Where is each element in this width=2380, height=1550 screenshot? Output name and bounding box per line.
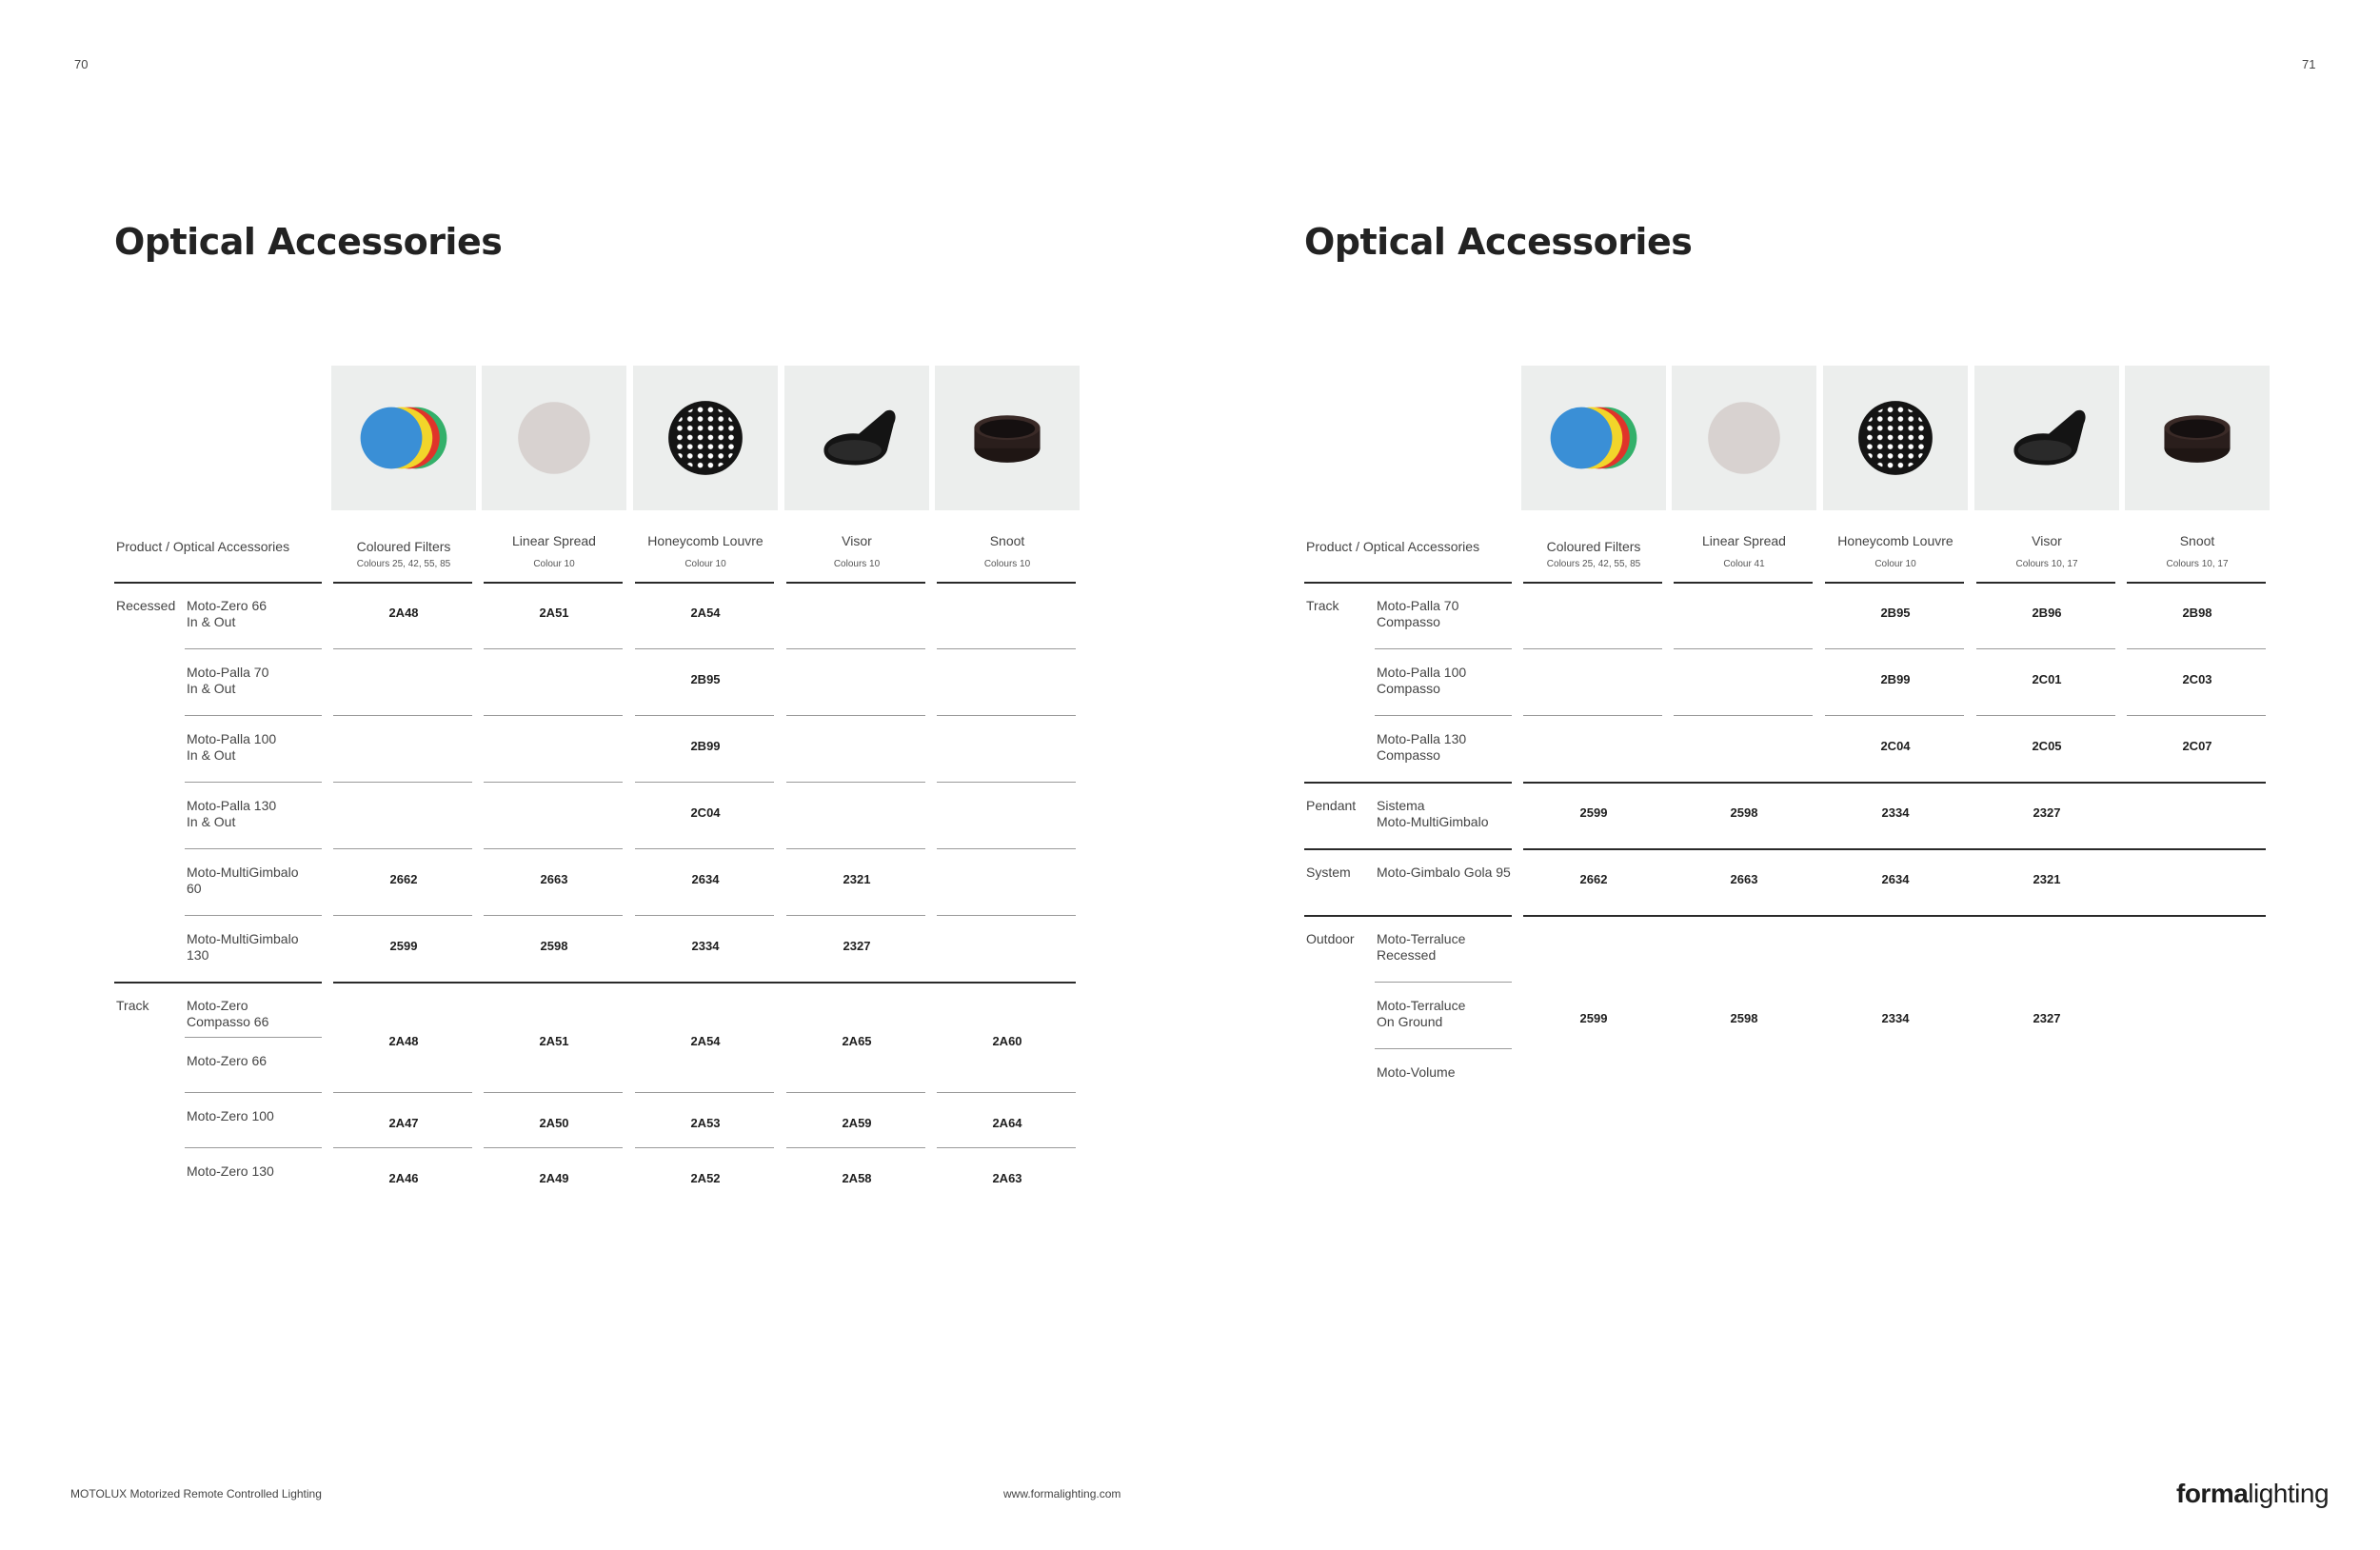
snoot-image (935, 366, 1080, 510)
coloured-filters-image (1521, 366, 1666, 510)
table-cell: 2A52 (690, 1171, 721, 1185)
table-cell: 2599 (389, 939, 418, 953)
table-cell: 2C07 (2182, 739, 2212, 753)
col-header-honeycomb-louvre: Honeycomb Louvre Colour 10 (1837, 533, 1954, 569)
page-number-right: 71 (2302, 57, 2316, 71)
table-cell: 2662 (389, 872, 418, 886)
product-moto-palla-70-compasso: Moto-Palla 70 Compasso (1377, 598, 1459, 629)
product-moto-gimbalo-gola-95: Moto-Gimbalo Gola 95 (1377, 864, 1511, 880)
product-moto-volume: Moto-Volume (1377, 1064, 1456, 1080)
coloured-filters-image (331, 366, 476, 510)
table-cell: 2A48 (388, 606, 419, 620)
table-cell: 2327 (2033, 805, 2061, 820)
col-header-snoot: Snoot Colours 10, 17 (2166, 533, 2229, 569)
table-cell: 2A51 (539, 1034, 569, 1048)
table-cell: 2598 (1730, 1011, 1758, 1025)
table-cell: 2C03 (2182, 672, 2212, 686)
group-label-recessed: Recessed (116, 598, 176, 613)
table-cell: 2B95 (690, 672, 721, 686)
group-label-track: Track (1306, 598, 1339, 613)
table-cell: 2C05 (2032, 739, 2062, 753)
col-header-coloured-filters: Coloured Filters Colours 25, 42, 55, 85 (1546, 539, 1641, 569)
table-cell: 2334 (1881, 805, 1910, 820)
table-cell: 2A63 (992, 1171, 1022, 1185)
footer-publication: MOTOLUX Motorized Remote Controlled Lighting (70, 1487, 322, 1500)
product-header-right: Product / Optical Accessories (1306, 539, 1480, 554)
col-header-linear-spread: Linear Spread Colour 41 (1702, 533, 1786, 569)
product-moto-terraluce-recessed: Moto-Terraluce Recessed (1377, 931, 1466, 963)
col-header-coloured-filters: Coloured Filters Colours 25, 42, 55, 85 (356, 539, 451, 569)
table-cell: 2A59 (842, 1116, 872, 1130)
product-moto-zero-66: Moto-Zero 66 (187, 1053, 268, 1068)
group-label-outdoor: Outdoor (1306, 931, 1355, 946)
group-label-pendant: Pendant (1306, 798, 1357, 813)
table-cell: 2B99 (690, 739, 721, 753)
group-label-system: System (1306, 864, 1351, 880)
table-cell: 2A54 (690, 606, 721, 620)
table-cell: 2A47 (388, 1116, 419, 1130)
product-moto-zero-100: Moto-Zero 100 (187, 1108, 274, 1123)
table-cell: 2B96 (2032, 606, 2062, 620)
table-cell: 2662 (1579, 872, 1608, 886)
table-cell: 2634 (1881, 872, 1910, 886)
table-cell: 2A58 (842, 1171, 872, 1185)
page-number-left: 70 (74, 57, 89, 71)
table-cell: 2B99 (1880, 672, 1911, 686)
product-moto-multigimbalo-60: Moto-MultiGimbalo 60 (187, 864, 299, 896)
product-moto-palla-100-in-out: Moto-Palla 100 In & Out (187, 731, 277, 763)
page-title-left: Optical Accessories (114, 221, 503, 263)
table-cell: 2A53 (690, 1116, 721, 1130)
table-cell: 2A65 (842, 1034, 872, 1048)
table-cell: 2A46 (388, 1171, 419, 1185)
table-cell: 2A54 (690, 1034, 721, 1048)
table-cell: 2599 (1579, 1011, 1608, 1025)
table-cell: 2334 (1881, 1011, 1910, 1025)
visor-image (784, 366, 929, 510)
table-cell: 2B98 (2182, 606, 2212, 620)
product-moto-zero-66-in-out: Moto-Zero 66 In & Out (187, 598, 268, 629)
product-moto-palla-130-in-out: Moto-Palla 130 In & Out (187, 798, 277, 829)
table-cell: 2C04 (690, 805, 721, 820)
table-cell: 2321 (843, 872, 871, 886)
table-cell: 2B95 (1880, 606, 1911, 620)
footer-website-link[interactable]: www.formalighting.com (1003, 1487, 1121, 1500)
table-cell: 2598 (540, 939, 568, 953)
col-header-visor: Visor Colours 10, 17 (2015, 533, 2078, 569)
product-moto-palla-130-compasso: Moto-Palla 130 Compasso (1377, 731, 1467, 763)
product-moto-palla-100-compasso: Moto-Palla 100 Compasso (1377, 665, 1467, 696)
page-title-right: Optical Accessories (1304, 221, 1693, 263)
col-header-visor: Visor Colours 10 (833, 533, 881, 569)
table-cell: 2327 (843, 939, 871, 953)
table-cell: 2663 (1730, 872, 1758, 886)
table-cell: 2A60 (992, 1034, 1022, 1048)
product-header-left: Product / Optical Accessories (116, 539, 290, 554)
table-cell: 2A48 (388, 1034, 419, 1048)
table-cell: 2C04 (1880, 739, 1911, 753)
group-label-track: Track (116, 998, 149, 1013)
table-cell: 2599 (1579, 805, 1608, 820)
table-cell: 2321 (2033, 872, 2061, 886)
table-cell: 2327 (2033, 1011, 2061, 1025)
product-moto-multigimbalo-130: Moto-MultiGimbalo 130 (187, 931, 299, 963)
honeycomb-louvre-image (633, 366, 778, 510)
product-sistema-moto-multigimbalo: Sistema Moto-MultiGimbalo (1377, 798, 1489, 829)
linear-spread-image (1672, 366, 1816, 510)
table-cell: 2598 (1730, 805, 1758, 820)
table-cell: 2A49 (539, 1171, 569, 1185)
col-header-linear-spread: Linear Spread Colour 10 (512, 533, 596, 569)
product-moto-zero-compasso-66: Moto-Zero Compasso 66 (187, 998, 269, 1029)
honeycomb-louvre-image (1823, 366, 1968, 510)
table-cell: 2C01 (2032, 672, 2062, 686)
linear-spread-image (482, 366, 626, 510)
snoot-image (2125, 366, 2270, 510)
table-cell: 2A50 (539, 1116, 569, 1130)
col-header-honeycomb-louvre: Honeycomb Louvre Colour 10 (647, 533, 764, 569)
table-cell: 2634 (691, 872, 720, 886)
brand-logo: formalighting (2176, 1479, 2330, 1508)
product-moto-zero-130: Moto-Zero 130 (187, 1163, 274, 1179)
product-moto-terraluce-on-ground: Moto-Terraluce On Ground (1377, 998, 1466, 1029)
visor-image (1974, 366, 2119, 510)
table-cell: 2A64 (992, 1116, 1022, 1130)
table-cell: 2663 (540, 872, 568, 886)
table-cell: 2A51 (539, 606, 569, 620)
table-cell: 2334 (691, 939, 720, 953)
product-moto-palla-70-in-out: Moto-Palla 70 In & Out (187, 665, 269, 696)
col-header-snoot: Snoot Colours 10 (983, 533, 1031, 569)
